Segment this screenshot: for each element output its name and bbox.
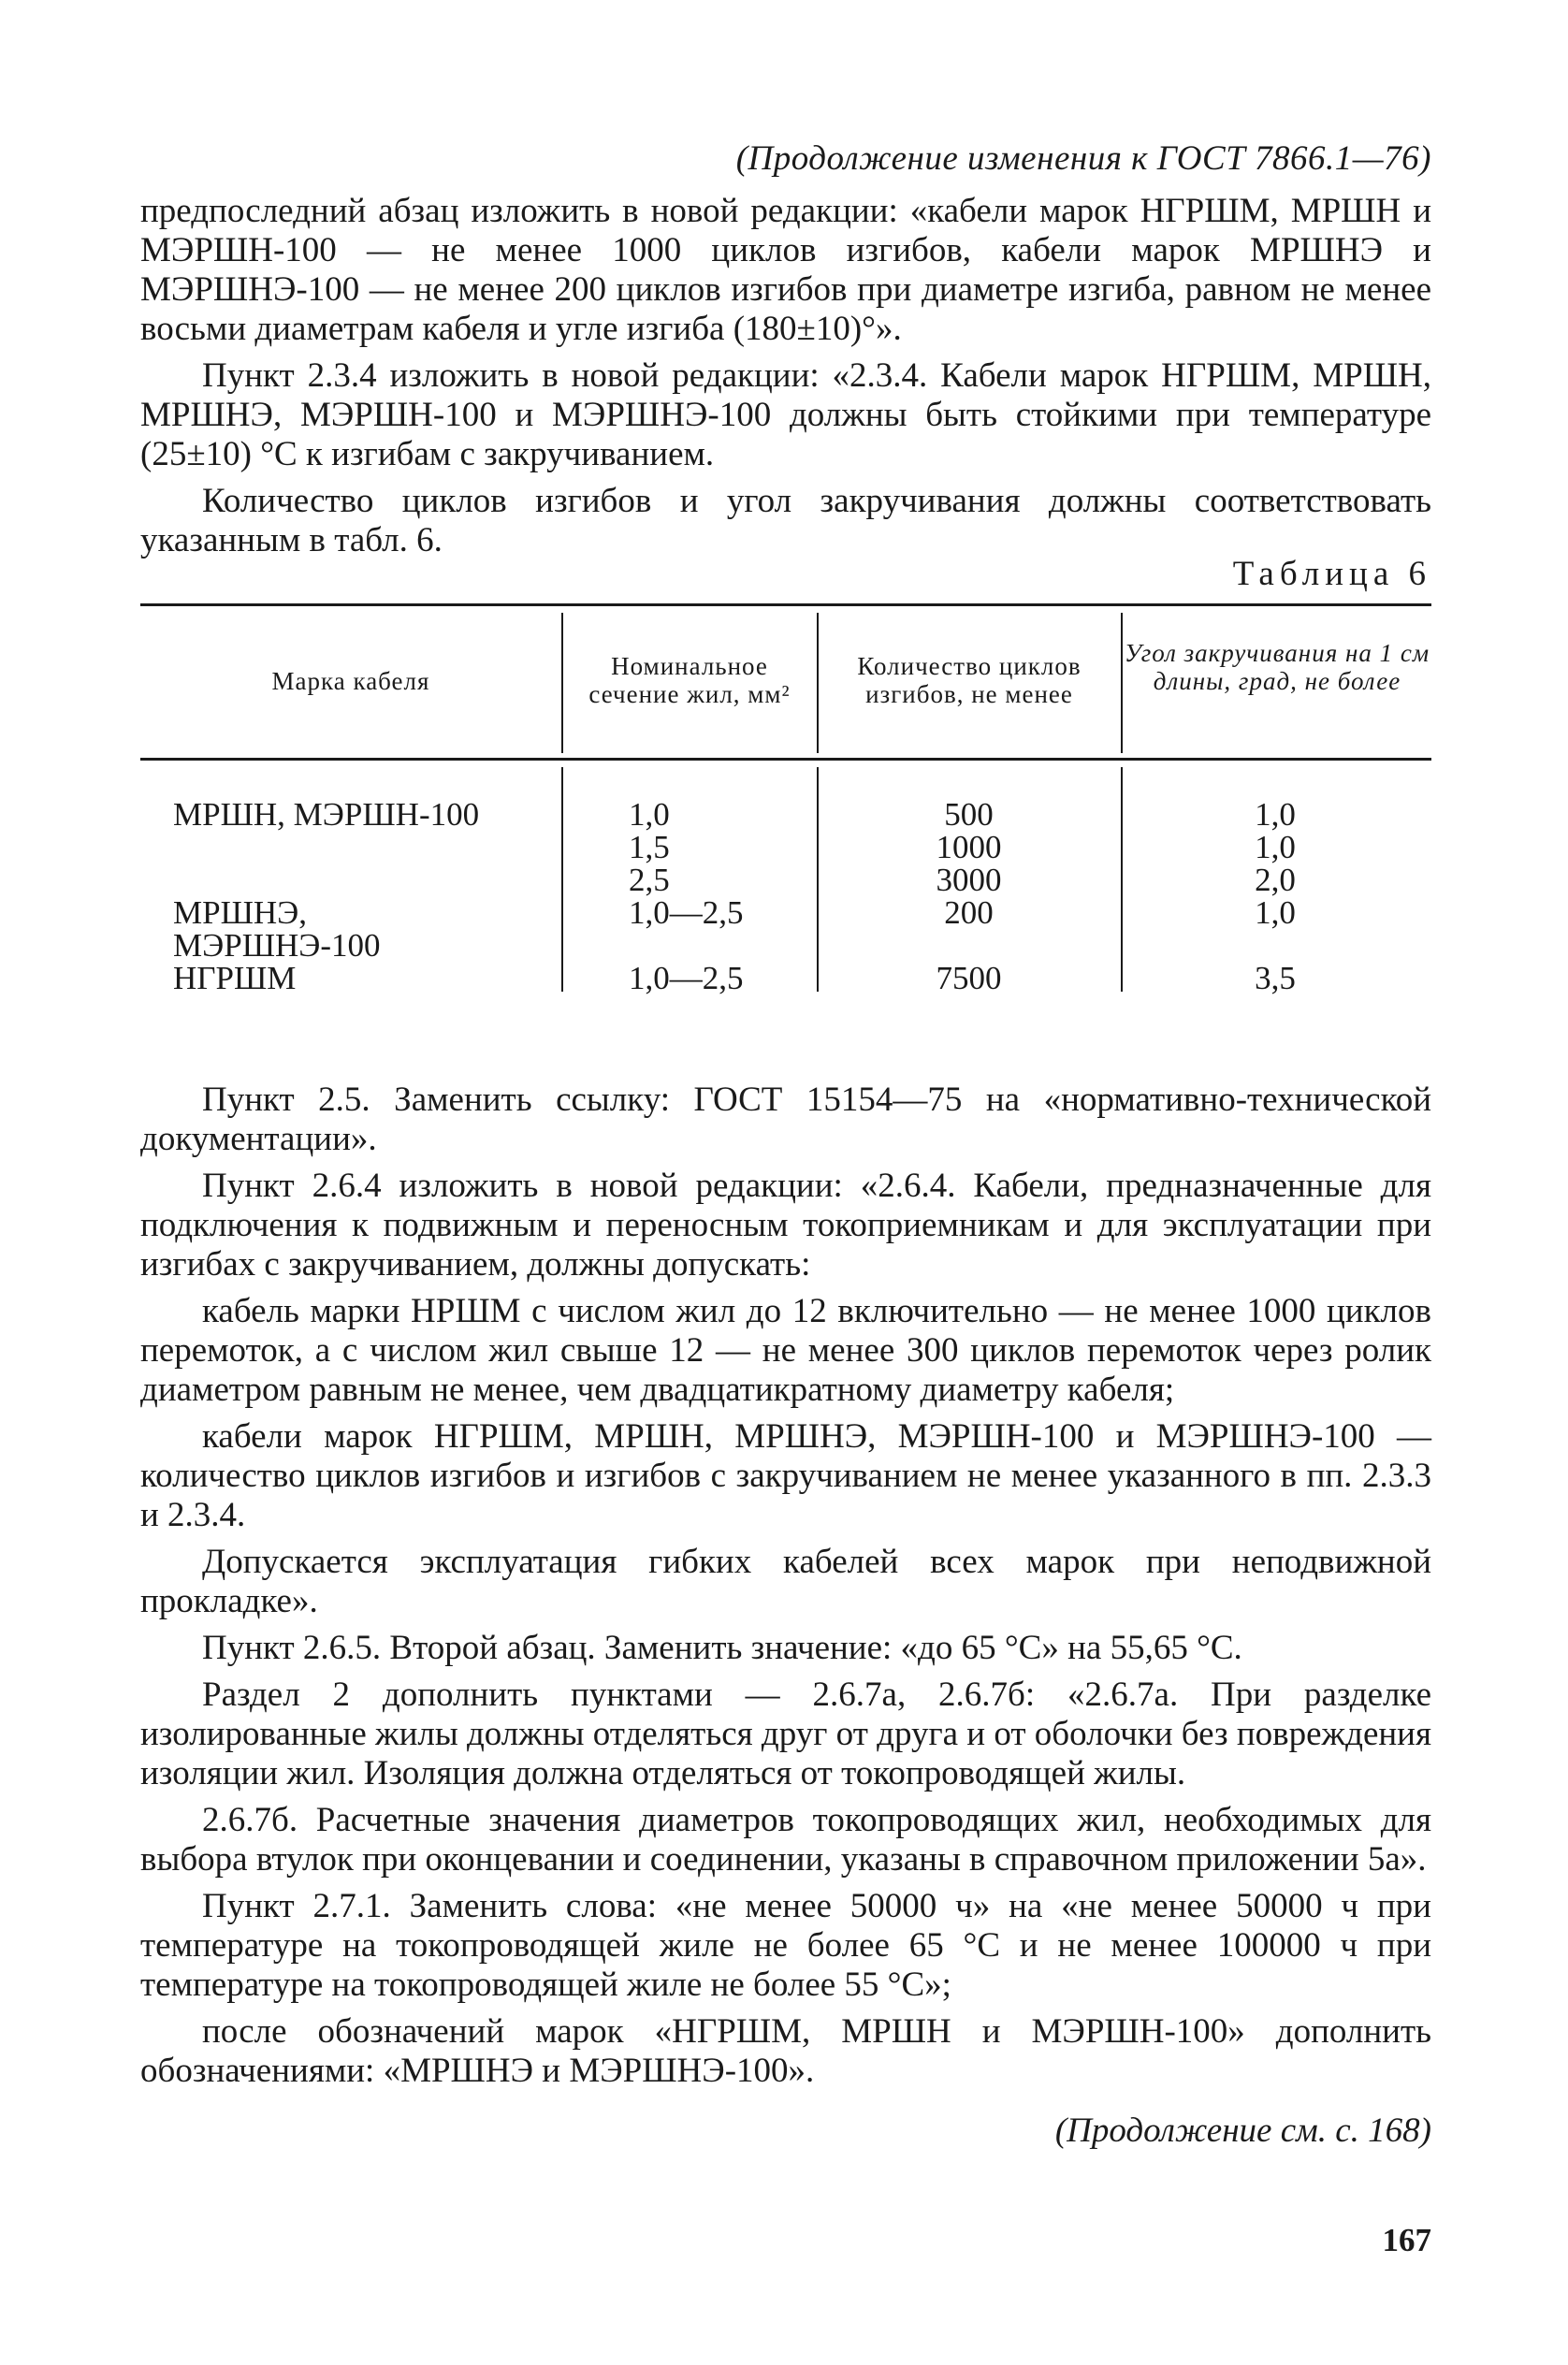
cell-brand: МЭРШНЭ-100 [173,927,381,964]
header-angle: Угол закручивания на 1 см длины, град, не более [1124,639,1430,695]
table-header-rule [140,758,1431,761]
header-cycles: Количество циклов изгибов, не менее [857,652,1082,708]
body-paragraph: кабели марок НГРШМ, МРШН, МРШНЭ, МЭРШН-100 и МЭРШНЭ-100 — количество циклов изгибов и изгибов с закручиванием не менее указанного в пп. 2.3.3 и 2.3.4. [140,1417,1431,1534]
cell-cycles: 7500 [936,960,1002,996]
cell-angle: 1,0 [1255,796,1296,833]
body-paragraph: Допускается эксплуатация гибких кабелей всех марок при неподвижной прокладке». [140,1543,1431,1620]
cell-angle: 3,5 [1255,960,1296,996]
footer-continuation: (Продолжение см. с. 168) [1054,2111,1431,2150]
cell-section: 2,5 [629,862,670,898]
body-paragraph: Пункт 2.7.1. Заменить слова: «не менее 50000 ч» на «не менее 50000 ч при температуре на токопроводящей жиле не более 65 °С и не менее 100000 ч при температуре на токопроводящей жиле не более 55 °С»; [140,1887,1431,2004]
header-continuation: (Продолжение изменения к ГОСТ 7866.1—76) [735,139,1431,178]
body-paragraph: Пункт 2.6.4 изложить в новой редакции: «2.6.4. Кабели, предназначенные для подключения к подвижным и переносным токоприемникам и для эксплуатации при изгибах с закручиванием, должны допускать: [140,1167,1431,1284]
page-number: 167 [1382,2222,1431,2258]
cell-brand: МРШНЭ, [173,894,308,931]
cell-brand: МРШН, МЭРШН-100 [173,796,480,833]
column-divider [561,767,563,992]
table-title: Таблица 6 [1232,555,1431,593]
cell-angle: 1,0 [1255,894,1296,931]
body-text [140,1081,1431,2151]
body-paragraph: кабель марки НРШМ с числом жил до 12 включительно — не менее 1000 циклов перемоток, а с числом жил свыше 12 — не менее 300 циклов перемоток через ролик диаметром равным не менее, чем двадцатикратному диаметру кабеля; [140,1292,1431,1409]
header-brand: Марка кабеля [271,667,430,695]
body-paragraph: Пункт 2.6.5. Второй абзац. Заменить значение: «до 65 °С» на 55,65 °С. [202,1629,1242,1667]
intro-text [140,192,1431,560]
intro-paragraph: Количество циклов изгибов и угол закручивания должны соответствовать указанным в табл. 6. [140,482,1431,559]
table-top-rule [140,603,1431,606]
cell-angle: 1,0 [1255,829,1296,865]
cell-section: 1,0—2,5 [629,894,744,931]
body-paragraph: Раздел 2 дополнить пунктами — 2.6.7а, 2.6.7б: «2.6.7а. При разделке изолированные жилы должны отделяться друг от друга и от оболочки без повреждения изоляции жил. Изоляция должна отделяться от токопроводящей жилы. [140,1676,1431,1792]
cell-angle: 2,0 [1255,862,1296,898]
cell-cycles: 200 [944,894,994,931]
intro-paragraph: предпоследний абзац изложить в новой редакции: «кабели марок НГРШМ, МРШН и МЭРШН-100 — не менее 1000 циклов изгибов, кабели марок МРШНЭ и МЭРШНЭ-100 — не менее 200 циклов изгибов при диаметре изгиба, равном не менее восьми диаметрам кабеля и угле изгиба (180±10)°». [140,192,1431,348]
cell-cycles: 500 [944,796,994,833]
cell-cycles: 1000 [936,829,1002,865]
cell-section: 1,0 [629,796,670,833]
intro-paragraph: Пункт 2.3.4 изложить в новой редакции: «2.3.4. Кабели марок НГРШМ, МРШН, МРШНЭ, МЭРШН-100 и МЭРШНЭ-100 должны быть стойкими при температуре (25±10) °С к изгибам с закручиванием. [140,356,1431,473]
cell-cycles: 3000 [936,862,1002,898]
cell-brand: НГРШМ [173,960,297,996]
cell-section: 1,0—2,5 [629,960,744,996]
cell-section: 1,5 [629,829,670,865]
header-section: Номинальное сечение жил, мм² [588,652,791,708]
body-paragraph: после обозначений марок «НГРШМ, МРШН и МЭРШН-100» дополнить обозначениями: «МРШНЭ и МЭРШНЭ-100». [140,2012,1431,2090]
body-paragraph: Пункт 2.5. Заменить ссылку: ГОСТ 15154—75 на «нормативно-технической документации». [140,1081,1431,1158]
body-paragraph: 2.6.7б. Расчетные значения диаметров токопроводящих жил, необходимых для выбора втулок при оконцевании и соединении, указаны в справочном приложении 5а». [140,1801,1431,1879]
cable-table [140,603,1431,1048]
